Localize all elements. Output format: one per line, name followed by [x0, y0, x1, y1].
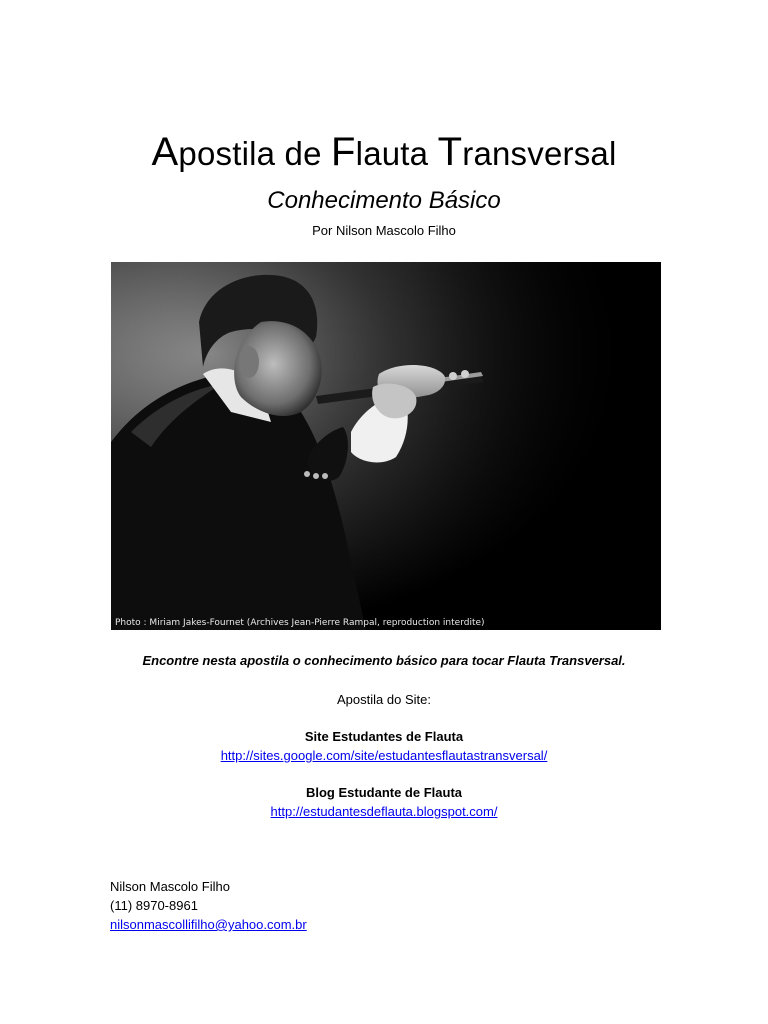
blog-link-row	[0, 803, 768, 821]
blog-name: Blog Estudante de Flauta	[305, 785, 462, 800]
title-part-2: lauta	[355, 135, 438, 172]
author-line: Por Nilson Mascolo Filho	[312, 223, 456, 238]
title-initial-t: T	[437, 130, 463, 174]
lead-text: Encontre nesta apostila o conhecimento básico para tocar Flauta Transversal.	[142, 653, 626, 668]
site-name: Site Estudantes de Flauta	[304, 729, 464, 744]
title-initial-f: F	[331, 130, 356, 174]
document-title	[0, 128, 768, 178]
title-part-1: postila de	[178, 135, 332, 172]
title-part-3: ransversal	[462, 135, 617, 172]
blog-link[interactable]: http://estudantesdeflauta.blogspot.com/	[270, 804, 498, 819]
contact-name: Nilson Mascolo Filho	[110, 879, 230, 894]
site-link[interactable]: http://sites.google.com/site/estudantesflautastransversal/	[220, 748, 548, 763]
contact-email-link[interactable]: nilsonmascollifilho@yahoo.com.br	[110, 917, 307, 932]
site-intro: Apostila do Site:	[337, 692, 431, 707]
title-initial-a: A	[151, 130, 179, 174]
document-subtitle: Conhecimento Básico	[267, 187, 501, 214]
flutist-photo	[111, 262, 661, 630]
flutist-illustration	[111, 262, 661, 630]
site-link-row	[0, 747, 768, 765]
photo-credit: Photo : Miriam Jakes-Fournet (Archives Jean-Pierre Rampal, reproduction interdite)	[115, 618, 485, 628]
contact-email-row	[110, 916, 307, 934]
contact-phone: (11) 8970-8961	[110, 898, 198, 913]
